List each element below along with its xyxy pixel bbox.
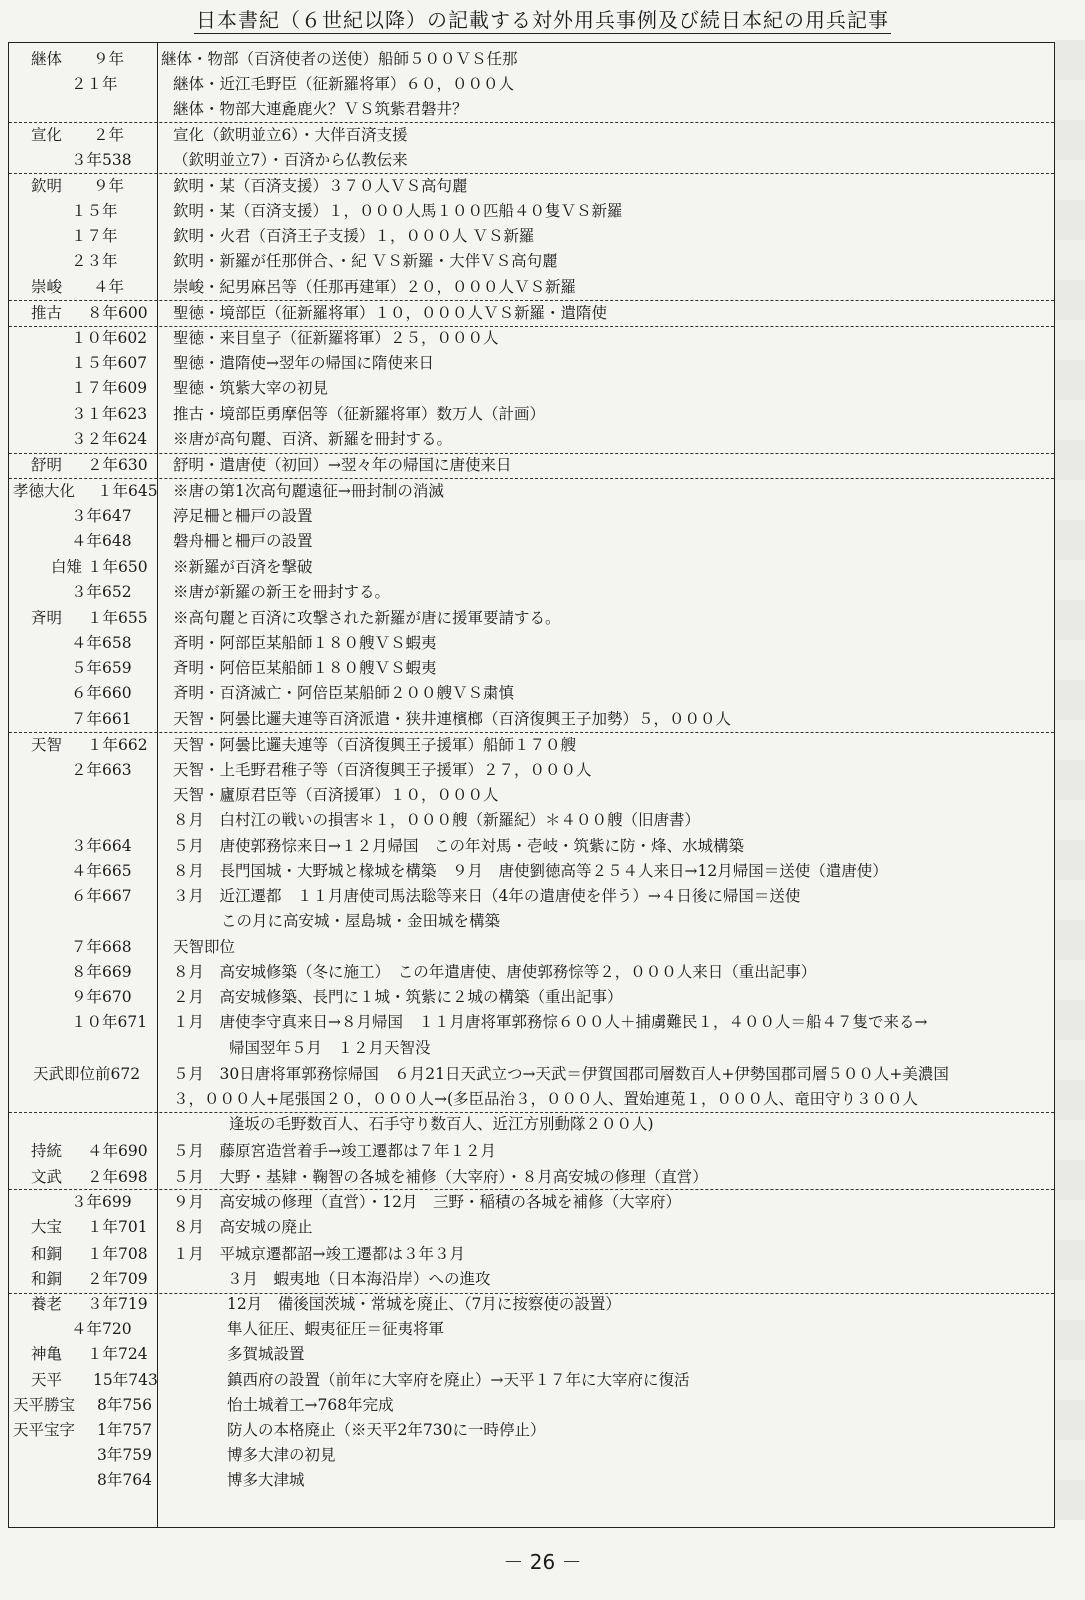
event-text: 聖徳・境部臣（征新羅将軍）１０，０００人ＶＳ新羅・遣隋使: [173, 304, 608, 322]
event-text: 斉明・阿倍臣某船師１８０艘ＶＳ蝦夷: [173, 659, 437, 677]
event-text: 多賀城設置: [227, 1345, 305, 1363]
table-row: [9, 529, 1054, 554]
year-cell: ３１年623: [71, 405, 148, 423]
table-row: [9, 1087, 1054, 1112]
table-row: [9, 47, 1054, 72]
era-name: 斉明: [31, 609, 63, 627]
year-cell: ７年668: [71, 938, 132, 956]
bleed-through: [1055, 40, 1085, 1520]
year-cell: ８年669: [71, 963, 132, 981]
era-name: 天智: [31, 736, 63, 754]
table-row: [9, 1443, 1054, 1468]
event-text: 聖徳・来目皇子（征新羅将軍）２５，０００人: [173, 329, 499, 347]
table-row: [9, 1242, 1054, 1267]
era-name: 大宝: [31, 1218, 63, 1236]
table-row: [9, 758, 1054, 783]
chronology-table: [8, 42, 1055, 1528]
era-name: 和銅: [31, 1270, 63, 1288]
year-cell: ２年: [93, 126, 125, 144]
event-text: 天智即位: [173, 938, 236, 956]
event-text: 欽明・某（百済支援）３７０人ＶＳ高句麗: [173, 177, 468, 195]
table-row: [9, 681, 1054, 706]
event-text: 聖徳・遣隋使→翌年の帰国に隋使来日: [173, 354, 434, 372]
year-cell: ７年661: [71, 710, 132, 728]
event-text: ※唐が新羅の新王を冊封する。: [173, 583, 391, 601]
event-text: 磐舟柵と柵戸の設置: [173, 532, 313, 550]
event-text: 12月 備後国茨城・常城を廃止、（7月に按察使の設置）: [227, 1295, 621, 1313]
year-cell: ３年719: [87, 1295, 148, 1313]
event-text: 欽明・火君（百済王子支援）１，０００人 ＶＳ新羅: [173, 227, 535, 245]
event-text: ５月 藤原宮造営着手→竣工遷都は７年１２月: [173, 1142, 496, 1160]
table-row: [9, 960, 1054, 985]
year-cell: １年645: [97, 482, 158, 500]
event-text: ５月 唐使郭務悰来日→１２月帰国 この年対馬・壱岐・筑紫に防・烽、水城構築: [173, 837, 744, 855]
event-text: 欽明・新羅が任那併合、・紀 ＶＳ新羅・大伴ＶＳ高句麗: [173, 252, 558, 270]
table-row: [9, 985, 1054, 1010]
event-text: 天智・廬原君臣等（百済援軍）１０，０００人: [173, 786, 499, 804]
year-cell: ２年698: [87, 1168, 148, 1186]
event-text: 怡土城着工→768年完成: [227, 1396, 394, 1414]
year-cell: ２３年: [71, 252, 118, 270]
year-cell: １年701: [87, 1218, 148, 1236]
table-row: [9, 1368, 1054, 1393]
year-cell: ３２年624: [71, 430, 148, 448]
year-cell: ３年538: [71, 151, 132, 169]
event-text: 天智・阿曇比邏夫連等百済派遣・狭井連檳榔（百済復興王子加勢）５，０００人: [173, 710, 732, 728]
table-row: [9, 1062, 1054, 1087]
event-text: 宣化（欽明並立6）・大伴百済支援: [173, 126, 408, 144]
event-text: 継体・物部（百済使者の送使）船師５００ＶＳ任那: [161, 50, 518, 68]
table-row: [9, 909, 1054, 934]
table-row: [9, 351, 1054, 376]
year-cell: ９年670: [71, 988, 132, 1006]
era-name: 和銅: [31, 1245, 63, 1263]
event-text: ８月 白村江の戦いの損害＊１，０００艘（新羅紀）＊４００艘（旧唐書）: [173, 811, 701, 829]
event-text: ８月 高安城の廃止: [173, 1218, 313, 1236]
event-text: 継体・物部大連麁鹿火？ＶＳ筑紫君磐井？: [173, 100, 468, 118]
table-row: [9, 1393, 1054, 1418]
table-row: [9, 783, 1054, 808]
event-text: 渟足柵と柵戸の設置: [173, 507, 313, 525]
year-cell: ４年648: [71, 532, 132, 550]
table-row: [9, 1139, 1054, 1164]
year-cell: ４年665: [71, 862, 132, 880]
year-cell: ６年667: [71, 887, 132, 905]
event-text: ※唐の第1次高句麗遠征→冊封制の消滅: [173, 482, 444, 500]
year-cell: １０年671: [71, 1013, 148, 1031]
year-cell: １５年: [71, 202, 118, 220]
year-cell: ４年690: [87, 1142, 148, 1160]
era-name: 推古: [31, 304, 63, 322]
year-cell: １年724: [87, 1345, 148, 1363]
table-row: [9, 72, 1054, 97]
table-row: [9, 631, 1054, 656]
event-text: 斉明・百済滅亡・阿倍臣某船師２００艘ＶＳ粛慎: [173, 684, 515, 702]
year-cell: １年655: [87, 609, 148, 627]
year-cell: ２年709: [87, 1270, 148, 1288]
event-text: 博多大津の初見: [227, 1446, 336, 1464]
era-name: 文武: [31, 1168, 63, 1186]
event-text: 斉明・阿部臣某船師１８０艘ＶＳ蝦夷: [173, 634, 437, 652]
era-name: 天平: [31, 1371, 63, 1389]
event-text: ３，０００人+尾張国２０，０００人→(多臣品治３，０００人、置始連莵１，０００人、竜田守り３００人: [173, 1090, 919, 1108]
year-cell: ３年652: [71, 583, 132, 601]
year-cell: 3年759: [97, 1446, 152, 1464]
event-text: 天智・上毛野君稚子等（百済復興王子援軍）２７，０００人: [173, 761, 592, 779]
table-row: [9, 656, 1054, 681]
table-row: [9, 1267, 1054, 1292]
era-name: 持統: [31, 1142, 63, 1160]
table-row: [9, 834, 1054, 859]
table-row: [9, 733, 1054, 758]
event-text: ※高句麗と百済に攻撃された新羅が唐に援軍要請する。: [173, 609, 561, 627]
year-cell: １年662: [87, 736, 148, 754]
table-row: [9, 1342, 1054, 1367]
table-row: [9, 427, 1054, 452]
year-cell: 8年764: [97, 1471, 152, 1489]
era-name: 天武即位前672: [33, 1065, 141, 1083]
year-cell: 1年757: [97, 1421, 152, 1439]
table-row: [9, 301, 1054, 326]
event-text: ２月 高安城修築、長門に１城・筑紫に２城の構築（重出記事）: [173, 988, 623, 1006]
event-text: 隼人征圧、蝦夷征圧＝征夷将軍: [227, 1320, 445, 1338]
year-cell: ３年699: [71, 1193, 132, 1211]
table-row: [9, 275, 1054, 300]
page-number: － 26 －: [503, 1550, 582, 1574]
table-row: [9, 707, 1054, 732]
event-text: 欽明・某（百済支援）１，０００人馬１００匹船４０隻ＶＳ新羅: [173, 202, 623, 220]
table-row: [9, 808, 1054, 833]
table-row: [9, 1292, 1054, 1317]
year-cell: １５年607: [71, 354, 148, 372]
year-cell: ６年660: [71, 684, 132, 702]
event-text: 鎮西府の設置（前年に大宰府を廃止）→天平１７年に大宰府に復活: [227, 1371, 690, 1389]
year-cell: ３年664: [71, 837, 132, 855]
event-text: ３月 蝦夷地（日本海沿岸）への進攻: [227, 1270, 491, 1288]
table-row: [9, 199, 1054, 224]
table-row: [9, 376, 1054, 401]
event-text: 帰国翌年５月 １２月天智没: [229, 1039, 431, 1057]
year-cell: ９年: [93, 50, 125, 68]
table-row: [9, 453, 1054, 478]
table-row: [9, 1317, 1054, 1342]
year-cell: ４年658: [71, 634, 132, 652]
year-cell: 15年743: [93, 1371, 158, 1389]
table-row: [9, 402, 1054, 427]
table-row: [9, 580, 1054, 605]
table-row: [9, 1468, 1054, 1493]
era-name: 神亀: [31, 1345, 63, 1363]
event-text: この月に高安城・屋島城・金田城を構築: [221, 912, 501, 930]
era-name: 孝徳大化: [13, 482, 76, 500]
table-row: [9, 1112, 1054, 1137]
era-name: 天平宝字: [13, 1421, 76, 1439]
year-cell: ２年663: [71, 761, 132, 779]
table-row: [9, 97, 1054, 122]
event-text: ５月 大野・基肄・鞠智の各城を補修（大宰府）・８月高安城の修理（直営）: [173, 1168, 708, 1186]
year-cell: １７年: [71, 227, 118, 245]
table-row: [9, 884, 1054, 909]
year-cell: ４年: [93, 278, 125, 296]
event-text: ５月 30日唐将軍郭務悰帰国 ６月21日天武立つ→天武＝伊賀国郡司層数百人+伊勢国郡司層５００人+美濃国: [173, 1065, 949, 1083]
table-row: [9, 1036, 1054, 1061]
era-name: 宣化: [31, 126, 63, 144]
year-cell: ３年647: [71, 507, 132, 525]
event-text: （欽明並立7）・百済から仏教伝来: [173, 151, 408, 169]
table-row: [9, 504, 1054, 529]
table-row: [9, 555, 1054, 580]
event-text: ８月 高安城修築（冬に施工） この年遣唐使、唐使郭務悰等２，０００人来日（重出記事）: [173, 963, 817, 981]
event-text: １月 唐使李守真来日→８月帰国 １１月唐将軍郭務悰６００人＋捕虜難民１，４００人＝船４７隻で来る→: [173, 1013, 928, 1031]
era-name: 白雉: [51, 558, 83, 576]
era-name: 天平勝宝: [13, 1396, 76, 1414]
event-text: 継体・近江毛野臣（征新羅将軍）６０，０００人: [173, 75, 515, 93]
table-row: [9, 123, 1054, 148]
era-name: 崇峻: [31, 278, 63, 296]
table-row: [9, 859, 1054, 884]
table-row: [9, 1190, 1054, 1215]
table-row: [9, 224, 1054, 249]
year-cell: ５年659: [71, 659, 132, 677]
event-text: ３月 近江遷都 １１月唐使司馬法聡等来日（4年の遣唐使を伴う）→４日後に帰国＝送使: [173, 887, 801, 905]
table-row: [9, 479, 1054, 504]
year-cell: １年708: [87, 1245, 148, 1263]
year-cell: ２年630: [87, 456, 148, 474]
event-text: 逢坂の毛野数百人、石手守り数百人、近江方別動隊２００人): [229, 1115, 654, 1133]
year-cell: １０年602: [71, 329, 148, 347]
year-cell: ９年: [93, 177, 125, 195]
event-text: 天智・阿曇比邏夫連等（百済復興王子援軍）船師１７０艘: [173, 736, 577, 754]
event-text: 防人の本格廃止（※天平2年730に一時停止）: [227, 1421, 546, 1439]
event-text: １月 平城京遷都詔→竣工遷都は３年３月: [173, 1245, 465, 1263]
era-name: 養老: [31, 1295, 63, 1313]
era-name: 欽明: [31, 177, 63, 195]
table-row: [9, 148, 1054, 173]
era-name: 舒明: [31, 456, 63, 474]
event-text: 博多大津城: [227, 1471, 305, 1489]
event-text: 舒明・遣唐使（初回）→翌々年の帰国に唐使来日: [173, 456, 512, 474]
event-text: ９月 高安城の修理（直営）・12月 三野・稲積の各城を補修（大宰府）: [173, 1193, 681, 1211]
year-cell: 8年756: [97, 1396, 152, 1414]
table-row: [9, 606, 1054, 631]
table-row: [9, 249, 1054, 274]
event-text: 推古・境部臣勇摩侶等（征新羅将軍）数万人（計画）: [173, 405, 546, 423]
table-row: [9, 1165, 1054, 1190]
table-row: [9, 935, 1054, 960]
event-text: ※唐が高句麗、百済、新羅を冊封する。: [173, 430, 453, 448]
event-text: 崇峻・紀男麻呂等（任那再建軍）２０，０００人ＶＳ新羅: [173, 278, 577, 296]
page-title: 日本書紀（６世紀以降）の記載する対外用兵事例及び続日本紀の用兵記事: [196, 8, 889, 32]
year-cell: １年650: [87, 558, 148, 576]
table-row: [9, 1215, 1054, 1240]
event-text: ８月 長門国城・大野城と椽城を構築 ９月 唐使劉徳高等２５４人来日→12月帰国＝送使（遣唐使）: [173, 862, 888, 880]
table-row: [9, 326, 1054, 351]
era-name: 継体: [31, 50, 63, 68]
event-text: 聖徳・筑紫大宰の初見: [173, 379, 329, 397]
table-row: [9, 1418, 1054, 1443]
year-cell: ８年600: [87, 304, 148, 322]
year-cell: ４年720: [71, 1320, 132, 1338]
event-text: ※新羅が百済を撃破: [173, 558, 313, 576]
year-cell: ２１年: [71, 75, 118, 93]
year-cell: １７年609: [71, 379, 148, 397]
table-row: [9, 174, 1054, 199]
table-row: [9, 1010, 1054, 1035]
